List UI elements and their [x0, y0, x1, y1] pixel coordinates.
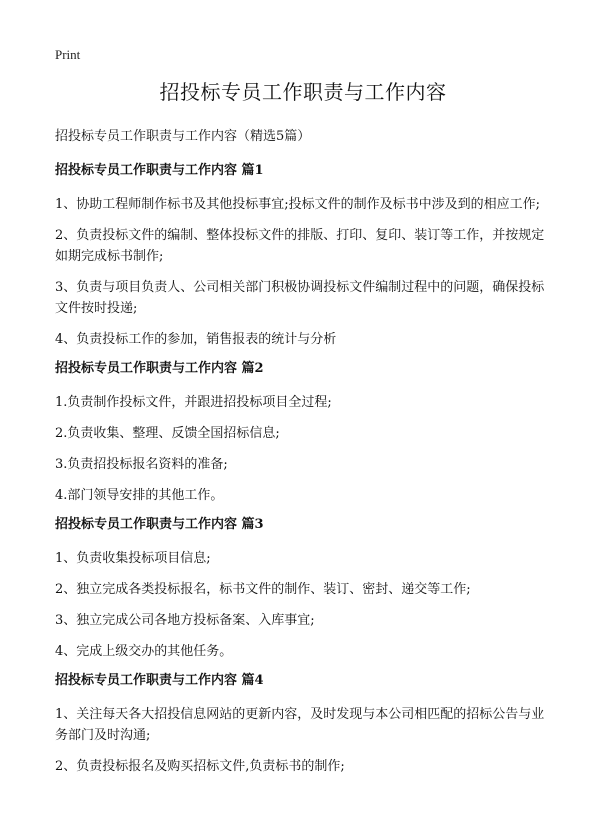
section-paragraph: 2.负责收集、整理、反馈全国招标信息;	[55, 426, 280, 441]
section-paragraph: 1、负责收集投标项目信息;	[55, 551, 211, 566]
document-body	[55, 80, 551, 787]
section-paragraph: 1、关注每天各大招投信息网站的更新内容，及时发现与本公司相匹配的招标公告与业务部门及时沟通;	[55, 707, 545, 743]
section-paragraph: 4.部门领导安排的其他工作。	[55, 488, 224, 503]
section-paragraph: 3.负责招投标报名资料的准备;	[55, 457, 228, 472]
section-paragraph: 1、协助工程师制作标书及其他投标事宜;投标文件的制作及标书中涉及到的相应工作;	[55, 197, 541, 212]
section-paragraph: 1.负责制作投标文件，并跟进招投标项目全过程;	[55, 395, 332, 410]
section-paragraph: 4、完成上级交办的其他任务。	[55, 644, 233, 659]
section-paragraph: 3、独立完成公司各地方投标备案、入库事宜;	[55, 613, 315, 628]
section-1	[55, 162, 551, 350]
section-paragraph: 2、负责投标文件的编制、整体投标文件的排版、打印、复印、装订等工作，并按规定如期完成标书制作;	[55, 228, 545, 264]
section-paragraph: 2、负责投标报名及购买招标文件,负责标书的制作;	[55, 759, 345, 774]
section-3	[55, 516, 551, 662]
document-subtitle: 招投标专员工作职责与工作内容（精选5篇）	[55, 129, 311, 144]
section-paragraph: 3、负责与项目负责人、公司相关部门积极协调投标文件编制过程中的问题，确保投标文件按时投递;	[55, 280, 545, 316]
section-paragraph: 4、负责投标工作的参加，销售报表的统计与分析	[55, 332, 337, 347]
section-heading: 招投标专员工作职责与工作内容 篇1	[55, 163, 264, 178]
print-link[interactable]: Print	[55, 47, 81, 62]
section-heading: 招投标专员工作职责与工作内容 篇3	[55, 517, 264, 532]
section-heading: 招投标专员工作职责与工作内容 篇2	[55, 361, 264, 376]
section-4	[55, 672, 551, 777]
section-paragraph: 2、独立完成各类投标报名，标书文件的制作、装订、密封、递交等工作;	[55, 582, 471, 597]
page-title: 招投标专员工作职责与工作内容	[159, 80, 447, 104]
section-2	[55, 360, 551, 506]
section-heading: 招投标专员工作职责与工作内容 篇4	[55, 673, 264, 688]
